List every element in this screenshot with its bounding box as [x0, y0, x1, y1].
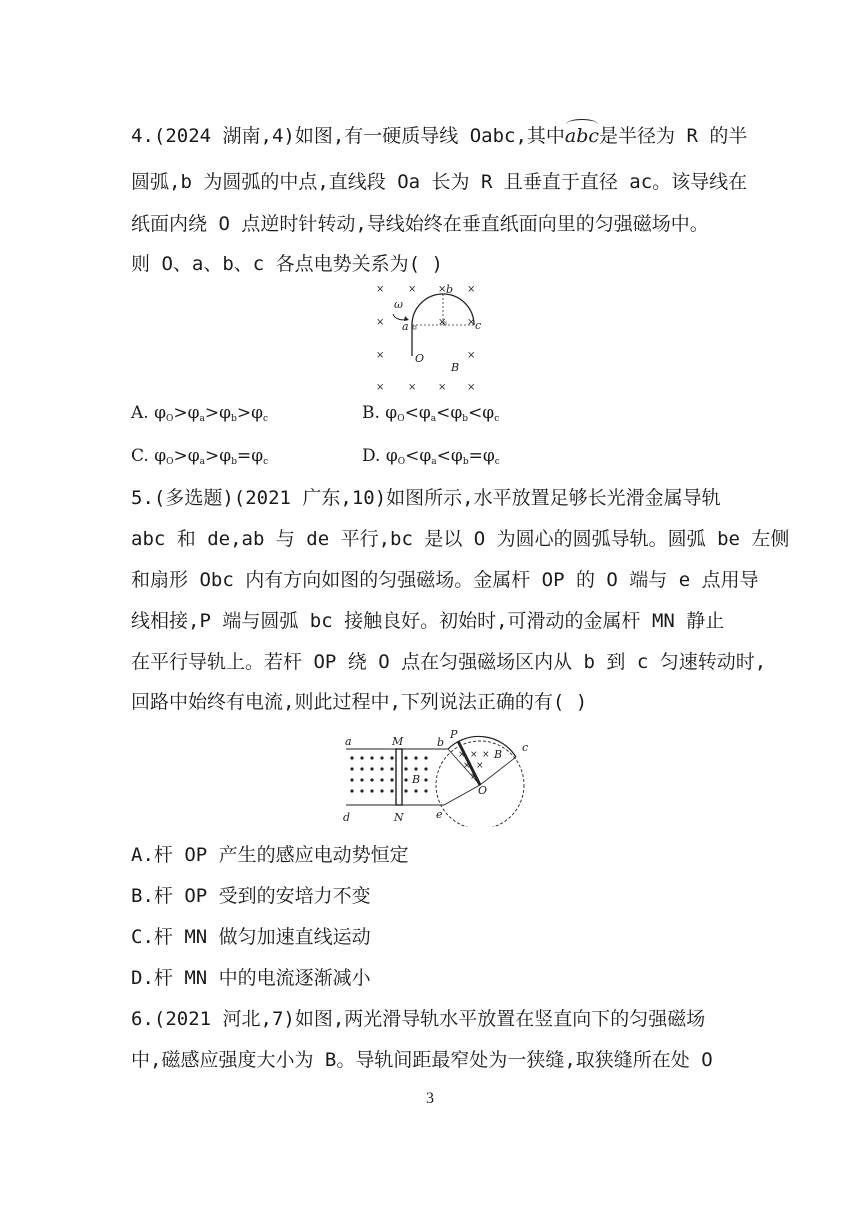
label-omega: ω	[394, 298, 403, 311]
page-number: 3	[426, 1090, 434, 1107]
q4-option-d: D. $\varphi_O<\varphi_a<\varphi_b=\varphi_c$	[362, 446, 500, 467]
label-c: c	[522, 741, 529, 754]
label-e: e	[436, 808, 443, 821]
q5-line-5: 在平行导轨上。若杆 OP 绕 O 点在匀强磁场区内从 b 到 c 匀速转动时,	[131, 651, 767, 673]
svg-text:×: ×	[467, 350, 476, 361]
label-o: O	[415, 352, 425, 365]
label-o: O	[478, 784, 488, 797]
q4-option-a: A. $\varphi_O>\varphi_a>\varphi_b>\varphi_c$	[131, 403, 269, 424]
svg-text:×: ×	[470, 772, 478, 782]
svg-text:×: ×	[482, 750, 490, 760]
label-n: N	[394, 811, 404, 824]
q4-line-4: 则 O、a、b、c 各点电势关系为( )	[131, 253, 443, 275]
svg-text:×: ×	[438, 317, 447, 328]
label-b-field: B	[412, 773, 421, 786]
q5-line-6: 回路中始终有电流,则此过程中,下列说法正确的有( )	[131, 691, 588, 713]
label-b: b	[437, 736, 445, 749]
svg-text:×: ×	[467, 382, 476, 393]
label-p: P	[450, 728, 458, 741]
q6-line-1: 6.(2021 河北,7)如图,两光滑导轨水平放置在竖直向下的匀强磁场	[131, 1008, 706, 1030]
svg-text:×: ×	[376, 382, 385, 393]
q5-option-a: A.杆 OP 产生的感应电动势恒定	[131, 844, 409, 866]
q5-line-3: 和扇形 Obc 内有方向如图的匀强磁场。金属杆 OP 的 O 端与 e 点用导	[131, 569, 759, 591]
svg-text:×: ×	[458, 750, 466, 760]
q4-option-b: B. $\varphi_O<\varphi_a<\varphi_b<\varphi_c$	[362, 403, 500, 424]
svg-text:×: ×	[467, 317, 476, 328]
q4-line-2: 圆弧,b 为圆弧的中点,直线段 Oa 长为 R 且垂直于直径 ac。该导线在	[131, 171, 748, 193]
q4-line-3: 纸面内绕 O 点逆时针转动,导线始终在垂直纸面向里的匀强磁场中。	[131, 213, 709, 235]
q5-option-c: C.杆 MN 做匀加速直线运动	[131, 926, 371, 948]
field-cross: ×	[376, 284, 385, 295]
svg-text:×: ×	[438, 284, 447, 295]
label-b-field: B	[451, 361, 460, 374]
svg-text:×: ×	[408, 284, 417, 295]
q4-line-1: 4.(2024 湖南,4)如图,有一硬质导线 Oabc,其中abc是半径为 R 的半	[131, 125, 748, 147]
rod-mn	[396, 749, 402, 805]
q5-figure	[338, 727, 548, 827]
svg-text:×: ×	[476, 761, 484, 771]
q5-option-b: B.杆 OP 受到的安培力不变	[131, 885, 371, 907]
label-b: b	[446, 283, 454, 296]
svg-text:×: ×	[463, 761, 471, 771]
label-c: c	[475, 319, 482, 332]
svg-text:×: ×	[467, 284, 476, 295]
label-d: d	[343, 811, 351, 824]
q5-option-d: D.杆 MN 中的电流逐渐减小	[131, 967, 371, 989]
q4-figure	[365, 278, 490, 396]
q5-line-4: 线相接,P 端与圆弧 bc 接触良好。初始时,可滑动的金属杆 MN 静止	[131, 610, 725, 632]
q5-line-1: 5.(多选题)(2021 广东,10)如图所示,水平放置足够长光滑金属导轨	[131, 487, 721, 509]
label-b-field-sector: B	[494, 748, 503, 761]
q4-option-c: C. $\varphi_O>\varphi_a>\varphi_b=\varphi_c$	[131, 446, 269, 467]
arc-abc: abc	[564, 125, 600, 147]
svg-text:×: ×	[376, 350, 385, 361]
svg-text:×: ×	[376, 317, 385, 328]
svg-text:×: ×	[438, 382, 447, 393]
label-a: a	[345, 735, 352, 748]
q6-line-2: 中,磁感应强度大小为 B。导轨间距最窄处为一狭缝,取狭缝所在处 O	[131, 1049, 713, 1071]
label-m: M	[392, 735, 404, 748]
q5-line-2: abc 和 de,ab 与 de 平行,bc 是以 O 为圆心的圆弧导轨。圆弧 be 左侧	[131, 528, 790, 550]
svg-text:×: ×	[470, 750, 478, 760]
label-a: a	[402, 320, 409, 333]
svg-text:×: ×	[408, 382, 417, 393]
